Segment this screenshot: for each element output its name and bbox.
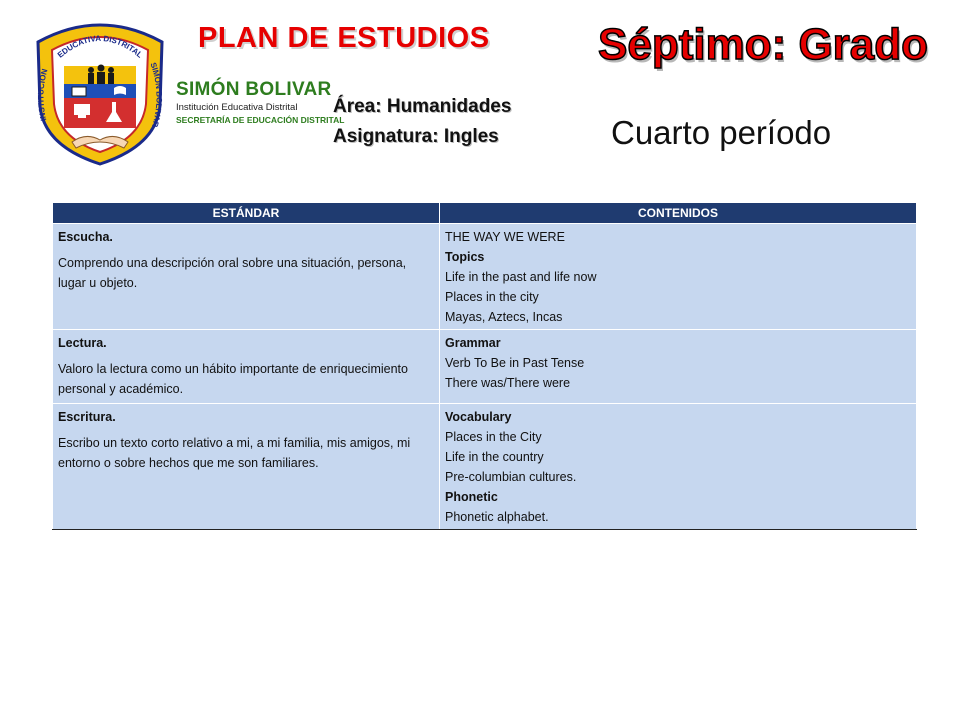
contents-line: Life in the country (445, 450, 544, 464)
contents-line: Phonetic (445, 490, 498, 504)
standard-text: Valoro la lectura como un hábito importante de enriquecimiento personal y académico. (58, 362, 408, 396)
contents-line: Life in the past and life now (445, 270, 597, 284)
area-label: Área: Humanidades (333, 96, 512, 117)
standard-cell (53, 404, 440, 530)
standard-cell (53, 330, 440, 404)
grade-title: Séptimo: Grado (598, 20, 929, 69)
contents-line: Mayas, Aztecs, Incas (445, 310, 563, 324)
school-shield-logo (28, 14, 172, 166)
brand-block (176, 80, 344, 124)
brand-subtitle: Institución Educativa Distrital (176, 102, 298, 113)
header-estandar: ESTÁNDAR (53, 203, 440, 224)
logo-arc-right: SIMON BOLIVAR (148, 61, 164, 129)
standard-label: Escritura. (58, 410, 116, 424)
table-row (53, 404, 917, 530)
curriculum-table (52, 202, 917, 530)
standard-text: Escribo un texto corto relativo a mi, a mi familia, mis amigos, mi entorno o sobre hechos que me son familiares. (58, 436, 411, 470)
contents-line: Topics (445, 250, 485, 264)
standard-label: Lectura. (58, 336, 107, 350)
contents-line: Places in the city (445, 290, 539, 304)
contents-line: Vocabulary (445, 410, 512, 424)
logo-arc-top: EDUCATIVA DISTRITAL (55, 33, 145, 60)
contents-cell (440, 404, 917, 530)
contents-line: Verb To Be in Past Tense (445, 356, 585, 370)
standard-label: Escucha. (58, 230, 113, 244)
contents-cell (440, 330, 917, 404)
standard-text: Comprendo una descripción oral sobre una situación, persona, lugar u objeto. (58, 256, 407, 290)
contents-line: Grammar (445, 336, 501, 350)
standard-cell (53, 224, 440, 330)
contents-line: Phonetic alphabet. (445, 510, 549, 524)
contents-line: THE WAY WE WERE (445, 230, 565, 244)
table-header-row (53, 203, 917, 224)
brand-secretaria: SECRETARÍA DE EDUCACIÓN DISTRITAL (176, 114, 345, 125)
period-title: Cuarto período (611, 114, 832, 151)
header-contenidos: CONTENIDOS (440, 203, 917, 224)
contents-line: Places in the City (445, 430, 542, 444)
table-row (53, 330, 917, 404)
table-row (53, 224, 917, 330)
contents-line: Pre-columbian cultures. (445, 470, 577, 484)
contents-cell (440, 224, 917, 330)
plan-title: PLAN DE ESTUDIOS (198, 22, 490, 54)
logo-arc-left: INSTITUCIÓN (36, 67, 50, 122)
contents-line: There was/There were (445, 376, 571, 390)
brand-name: SIMÓN BOLIVAR (176, 79, 332, 100)
subject-label: Asignatura: Ingles (333, 126, 499, 147)
